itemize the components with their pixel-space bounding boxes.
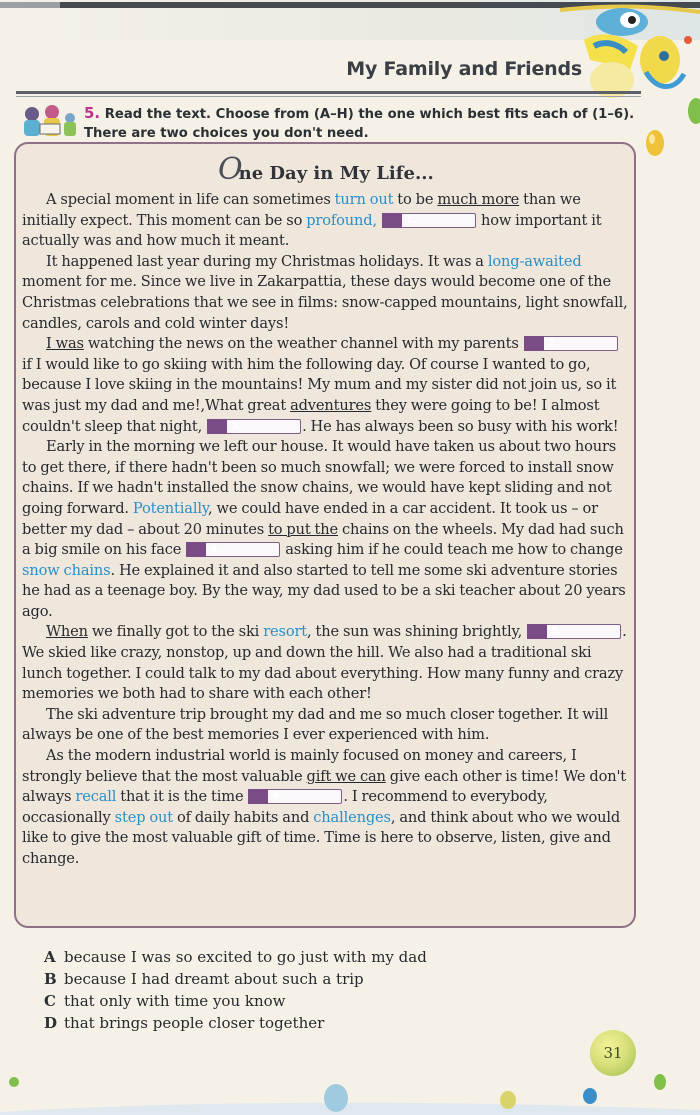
story-title <box>218 152 434 187</box>
option-c[interactable] <box>44 990 624 1012</box>
paragraph-2 <box>22 252 632 334</box>
answer-gap-3[interactable] <box>207 419 301 434</box>
text: A special moment in life can sometimes <box>46 191 335 208</box>
option-a[interactable] <box>44 946 624 968</box>
children-reading-icon <box>18 102 78 144</box>
story-body <box>22 190 632 870</box>
underlined-text: gift we can <box>306 767 386 785</box>
gap-number: 4. <box>186 542 206 557</box>
underlined-text: to put the <box>268 520 339 538</box>
yellow-drop-decoration <box>644 128 666 158</box>
exercise-instruction <box>84 104 644 143</box>
underlined-text: adventures <box>290 396 372 414</box>
option-letter: A <box>44 948 56 966</box>
underlined-text: much more <box>437 191 520 208</box>
story-title-rest: ne Day in My Life... <box>238 163 434 184</box>
text: of daily habits and <box>172 808 314 826</box>
option-letter: D <box>44 1014 58 1032</box>
paragraph-3 <box>22 334 632 437</box>
option-text: that brings people closer together <box>64 1014 325 1032</box>
answer-options <box>44 946 624 1034</box>
gap-number: 2. <box>524 336 544 351</box>
text: , and think about who we would like to give the most valuable gift of time. Time is here to observe, listen, give and change. <box>22 808 621 867</box>
exercise-number: 5. <box>84 104 101 122</box>
keyword: recall <box>75 788 117 806</box>
answer-gap-4[interactable] <box>186 542 280 557</box>
paragraph-7 <box>22 746 632 870</box>
text: . He has always been so busy with his work! <box>302 417 619 435</box>
answer-gap-6[interactable] <box>248 789 342 804</box>
paragraph-5 <box>22 622 632 704</box>
page-number: 31 <box>590 1030 636 1076</box>
text: asking him if he could teach me how to change <box>281 541 623 559</box>
option-b[interactable] <box>44 968 624 990</box>
option-letter: B <box>44 970 57 988</box>
answer-gap-2[interactable] <box>524 336 618 351</box>
option-d[interactable] <box>44 1012 624 1034</box>
text: chains on the wheels. My dad had such a big smile on his face <box>22 520 624 559</box>
text: It happened last year during my Christmas holidays. It was a <box>46 252 488 270</box>
keyword: turn out <box>334 191 394 208</box>
text: give each other is time! We don't always <box>22 767 627 806</box>
text: . We skied like crazy, nonstop, up and down the hill. We also had a traditional ski lunch together. I could talk to my dad about everything. How many funny and crazy memories we both had to share with each other! <box>22 623 627 703</box>
option-text: because I was so excited to go just with my dad <box>64 948 427 966</box>
keyword: Potentially <box>132 499 209 517</box>
text: to be <box>393 191 438 208</box>
text: if I would like to go skiing with him the following day. Of course I wanted to go, because I love skiing in the mountains! My mum and my sister did not join us, so it was just my dad and me!,What great <box>22 355 617 414</box>
answer-gap-5[interactable] <box>527 624 621 639</box>
text: , the sun was shining brightly, <box>307 623 527 641</box>
underlined-text: I was <box>46 335 84 353</box>
keyword: long-awaited <box>487 252 582 270</box>
keyword: profound, <box>306 211 377 229</box>
instruction-text: Read the text. Choose from (A–H) the one which best fits each of (1–6). There are two choices you don't need. <box>84 107 635 141</box>
green-drop-decoration <box>684 96 700 126</box>
option-text: because I had dreamt about such a trip <box>64 970 364 988</box>
text: moment for me. Since we live in Zakarpattia, these days would become one of the Christmas celebrations that we see in films: snow-capped mountains, light snowfall, candles, carols and cold winter days! <box>22 273 628 332</box>
title-underline-thin <box>16 96 641 97</box>
text: . I recommend to everybody, occasionally <box>22 788 548 826</box>
keyword: snow chains <box>22 561 111 579</box>
gap-number: 5. <box>527 624 547 639</box>
text: how important it actually was and how much it meant. <box>22 211 602 250</box>
bottom-decorative-bubbles <box>0 1060 700 1115</box>
gap-number: 6. <box>248 789 268 804</box>
gap-number: 3. <box>207 419 227 434</box>
paragraph-1 <box>22 190 632 252</box>
text: we finally got to the ski <box>87 623 264 641</box>
underlined-text: When <box>46 623 88 641</box>
text: As the modern industrial world is mainly focused on money and careers, I strongly believe that the most valuable <box>22 747 577 785</box>
text: watching the news on the weather channel with my parents <box>83 335 523 353</box>
keyword: step out <box>114 808 173 826</box>
answer-gap-1[interactable] <box>382 213 476 228</box>
gap-number: 1. <box>382 213 402 228</box>
option-letter: C <box>44 992 56 1010</box>
page-title: My Family and Friends <box>346 58 582 80</box>
story-title-initial: O <box>218 152 243 187</box>
text: Early in the morning we left our house. It would have taken us about two hours to get there, if there hadn't been so much snowfall; we were forced to install snow chains. If we hadn't installed the snow chains, we would have kept sliding and not going forward. <box>22 438 617 517</box>
title-underline <box>16 91 641 94</box>
text: than we initially expect. This moment can be so <box>22 191 581 229</box>
paragraph-6 <box>22 705 632 746</box>
paragraph-4 <box>22 437 632 622</box>
text: they were going to be! I almost couldn't sleep that night, <box>22 396 600 435</box>
option-text: that only with time you know <box>64 992 286 1010</box>
keyword: challenges <box>313 808 391 826</box>
text: The ski adventure trip brought my dad and me so much closer together. It will always be one of the best memories I ever experienced with him. <box>22 705 609 744</box>
text: , we could have ended in a car accident. It took us – or better my dad – about 20 minutes <box>22 499 598 538</box>
text: that it is the time <box>116 788 248 806</box>
keyword: resort <box>263 623 308 641</box>
text: . He explained it and also started to tell me some ski adventure stories he had as a teenage boy. By the way, my dad used to be a ski teacher about 20 years ago. <box>22 561 626 620</box>
